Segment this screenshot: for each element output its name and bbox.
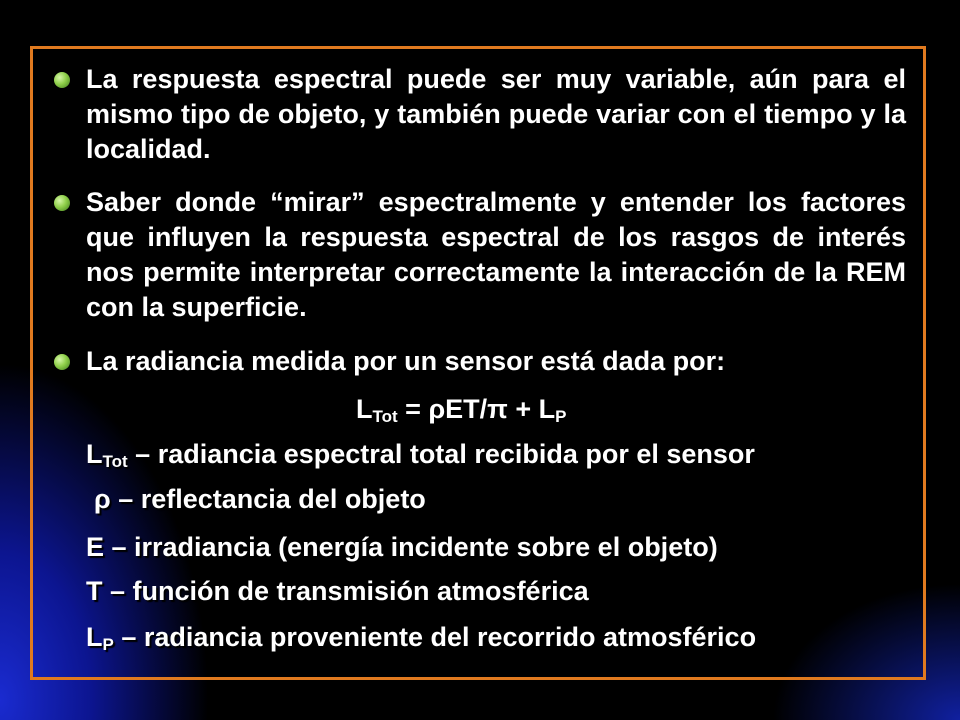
formula — [356, 392, 566, 427]
lp-text: – radiancia proveniente del recorrido atmosférico — [113, 622, 757, 652]
definition-lp — [86, 620, 756, 655]
ltot-sub: Tot — [102, 452, 128, 471]
definition-e: E – irradiancia (energía incidente sobre el objeto) — [86, 532, 718, 562]
lp-symbol: L — [86, 622, 103, 652]
bullet-text-1: La respuesta espectral puede ser muy variable, aún para el mismo tipo de objeto, y también puede variar con el tiempo y la localidad. — [86, 64, 906, 164]
bullet-icon — [54, 354, 70, 370]
ltot-symbol: L — [86, 439, 103, 469]
definition-rho: ρ – reflectancia del objeto — [94, 484, 426, 514]
definition-t: T – función de transmisión atmosférica — [86, 576, 589, 606]
bullet-icon — [54, 72, 70, 88]
formula-rhs: = ρET/π + L — [397, 394, 556, 424]
formula-lhs: L — [356, 394, 373, 424]
formula-rhs-sub: P — [555, 407, 567, 426]
formula-lhs-sub: Tot — [372, 407, 398, 426]
bullet-text-3: La radiancia medida por un sensor está dada por: — [86, 346, 726, 376]
ltot-text: – radiancia espectral total recibida por el sensor — [127, 439, 755, 469]
definition-ltot — [86, 437, 755, 472]
bullet-icon — [54, 195, 70, 211]
lp-sub: P — [102, 635, 114, 654]
bullet-text-2: Saber donde “mirar” espectralmente y entender los factores que influyen la respuesta espectral de los rasgos de interés nos permite interpretar correctamente la interacción de la REM con la superficie. — [86, 187, 906, 322]
